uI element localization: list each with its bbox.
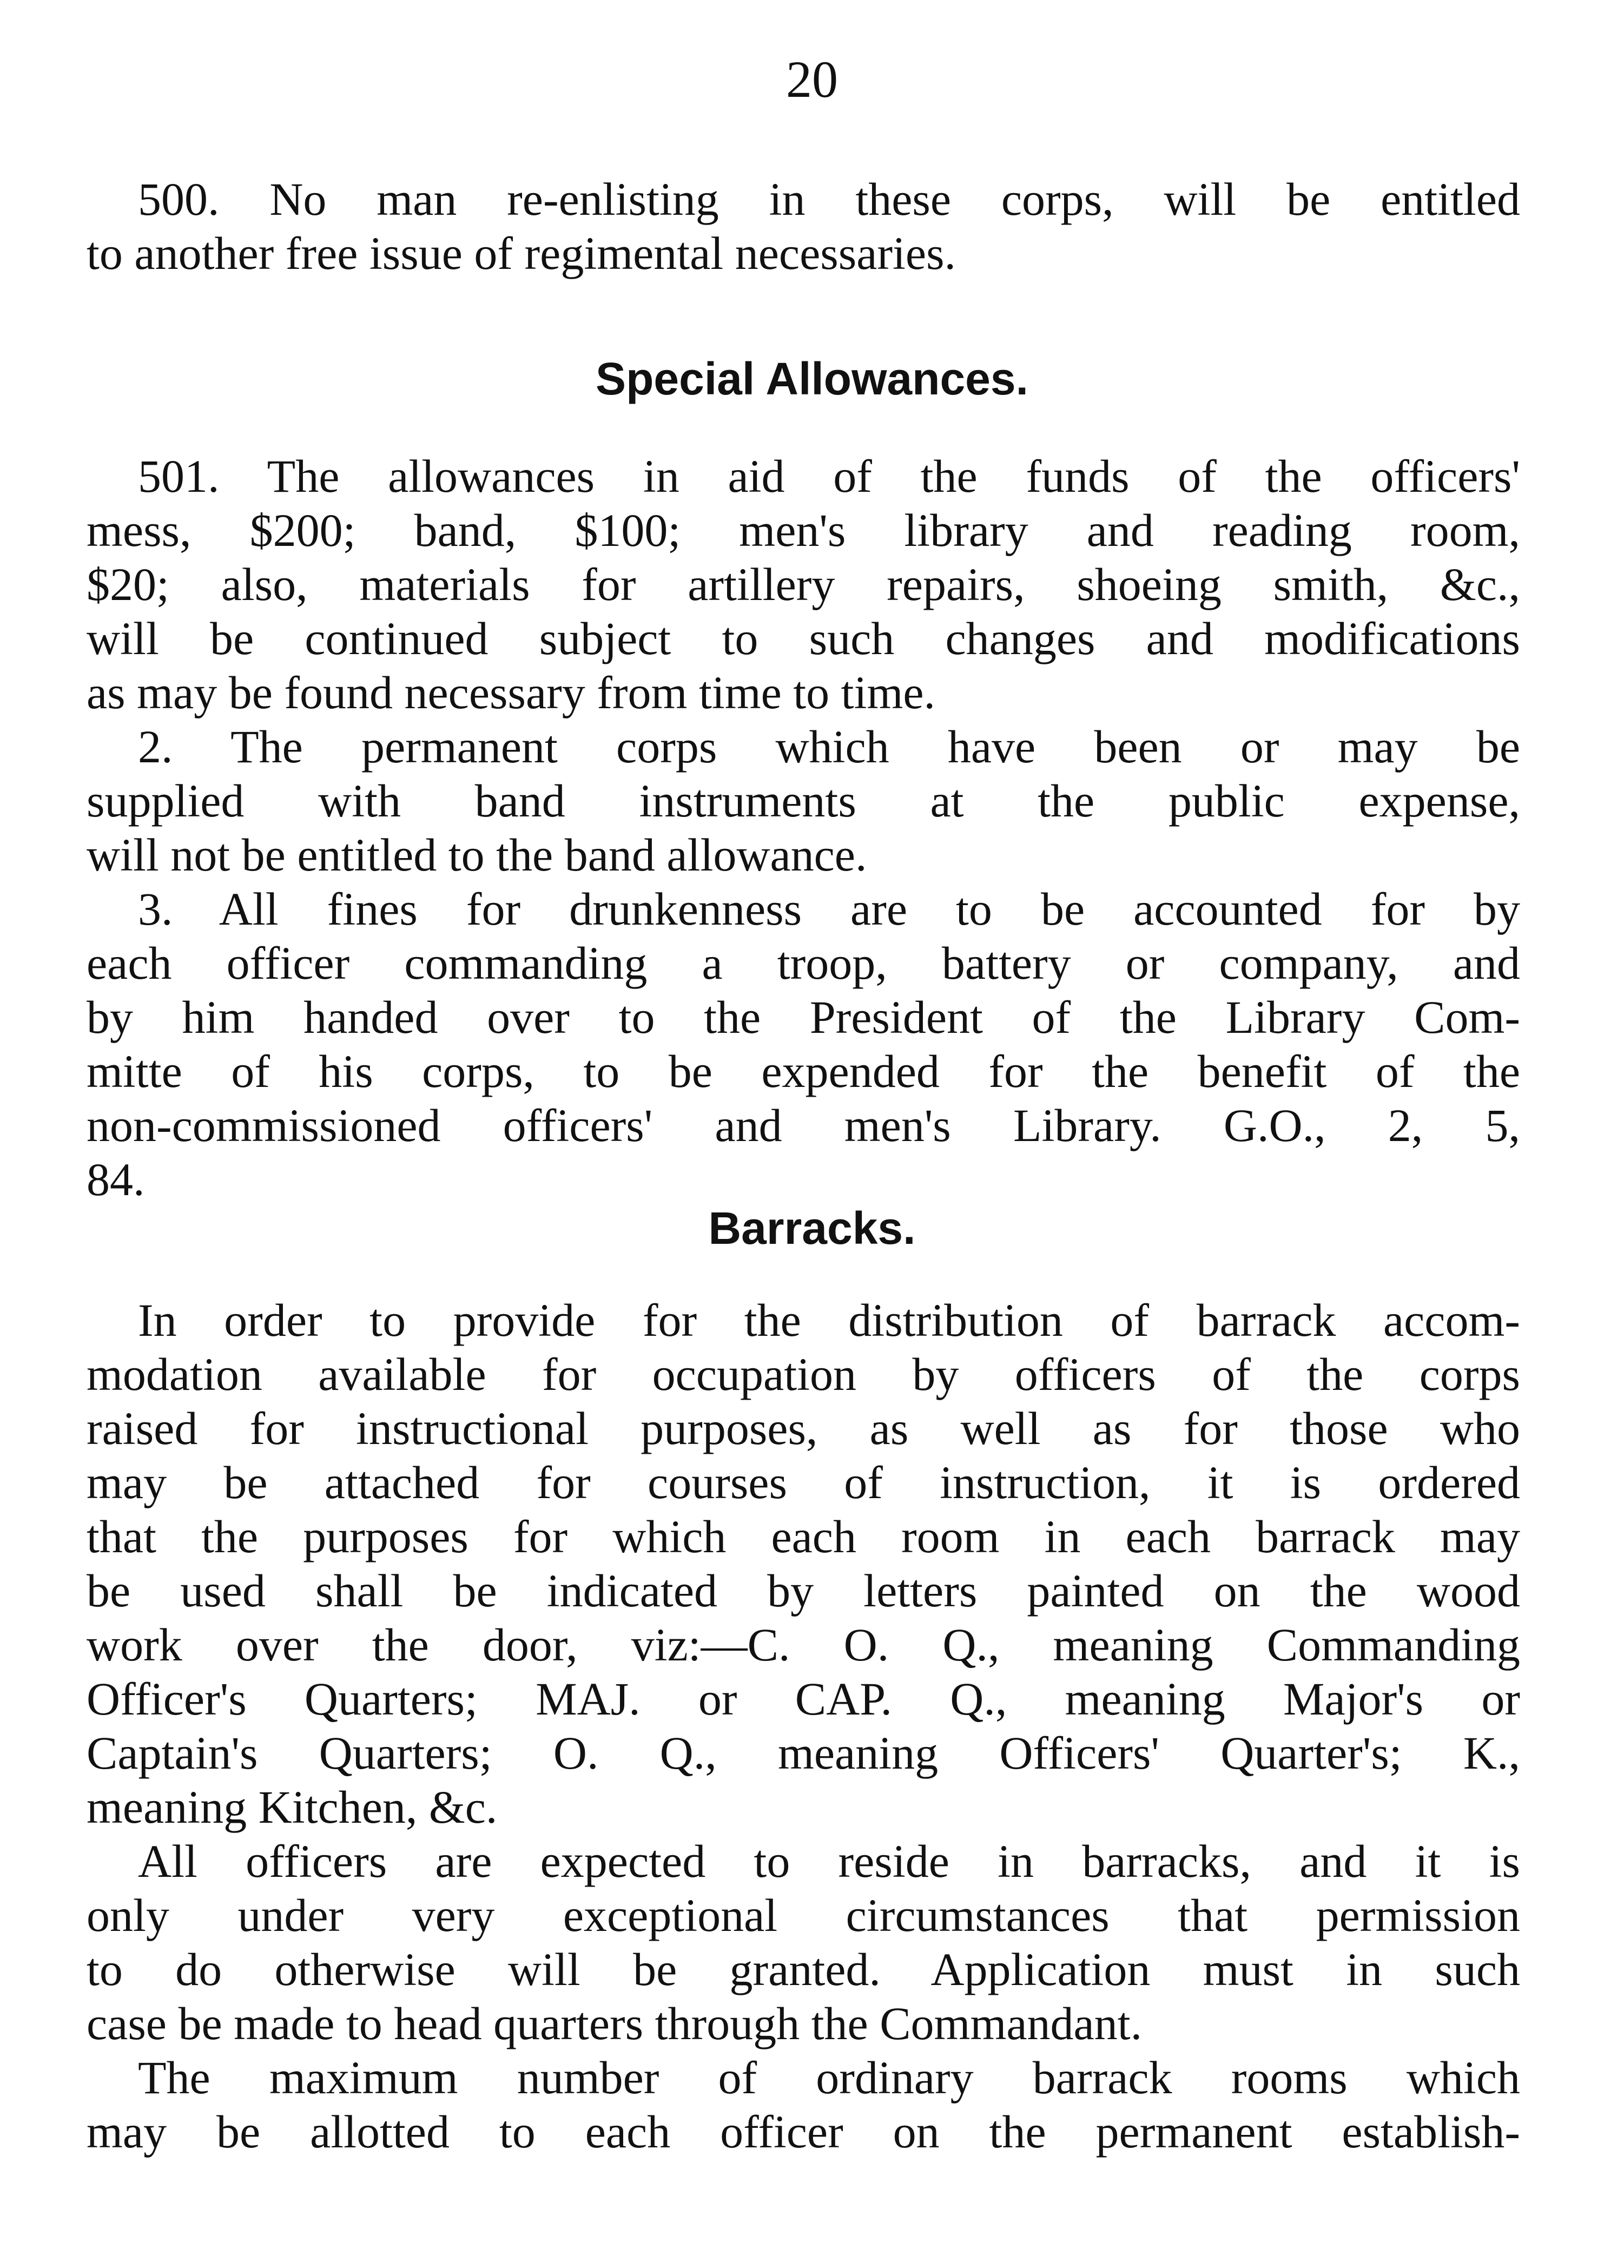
text-line: may be attached for courses of instruction, it is ordered	[87, 1456, 1520, 1508]
text-line: 500. No man re-enlisting in these corps, will be entitled	[138, 173, 1520, 225]
text-line: 84.	[87, 1153, 145, 1205]
text-line: meaning Kitchen, &c.	[87, 1781, 498, 1833]
text-line: 2. The permanent corps which have been or may be	[138, 721, 1520, 773]
text-line: Captain's Quarters; O. Q., meaning Officers' Quarter's; K.,	[87, 1727, 1520, 1779]
text-line: 501. The allowances in aid of the funds of the officers'	[138, 450, 1520, 502]
text-line: by him handed over to the President of the Library Com-	[87, 991, 1520, 1043]
text-line: each officer commanding a troop, battery or company, and	[87, 937, 1520, 989]
text-line: to do otherwise will be granted. Application must in such	[87, 1943, 1520, 1995]
text-line: supplied with band instruments at the public expense,	[87, 775, 1520, 827]
text-line: mess, $200; band, $100; men's library and reading room,	[87, 504, 1520, 556]
page-number: 20	[786, 50, 838, 108]
text-line: be used shall be indicated by letters painted on the wood	[87, 1565, 1520, 1617]
text-line: work over the door, viz:—C. O. Q., meaning Commanding	[87, 1619, 1520, 1671]
text-line: non-commissioned officers' and men's Library. G.O., 2, 5,	[87, 1099, 1520, 1151]
text-line: as may be found necessary from time to time.	[87, 667, 936, 718]
text-line: may be allotted to each officer on the permanent establish-	[87, 2106, 1520, 2158]
text-line: The maximum number of ordinary barrack rooms which	[138, 2052, 1520, 2104]
text-line: Officer's Quarters; MAJ. or CAP. Q., meaning Major's or	[87, 1673, 1520, 1725]
text-line: that the purposes for which each room in each barrack may	[87, 1511, 1520, 1562]
text-line: will not be entitled to the band allowance.	[87, 829, 867, 881]
text-line: All officers are expected to reside in barracks, and it is	[138, 1835, 1520, 1887]
section-heading: Barracks.	[708, 1203, 916, 1254]
text-line: case be made to head quarters through the Commandant.	[87, 1997, 1143, 2049]
text-line: mitte of his corps, to be expended for the benefit of the	[87, 1045, 1520, 1097]
text-line: only under very exceptional circumstances that permission	[87, 1889, 1520, 1941]
text-line: $20; also, materials for artillery repairs, shoeing smith, &c.,	[87, 558, 1520, 610]
text-line: In order to provide for the distribution of barrack accom-	[138, 1294, 1520, 1346]
text-line: modation available for occupation by officers of the corps	[87, 1348, 1520, 1400]
text-line: 3. All fines for drunkenness are to be accounted for by	[138, 883, 1520, 935]
text-line: raised for instructional purposes, as well as for those who	[87, 1402, 1520, 1454]
text-line: to another free issue of regimental necessaries.	[87, 227, 956, 279]
text-line: will be continued subject to such changes and modifications	[87, 612, 1520, 664]
section-heading: Special Allowances.	[596, 353, 1028, 404]
